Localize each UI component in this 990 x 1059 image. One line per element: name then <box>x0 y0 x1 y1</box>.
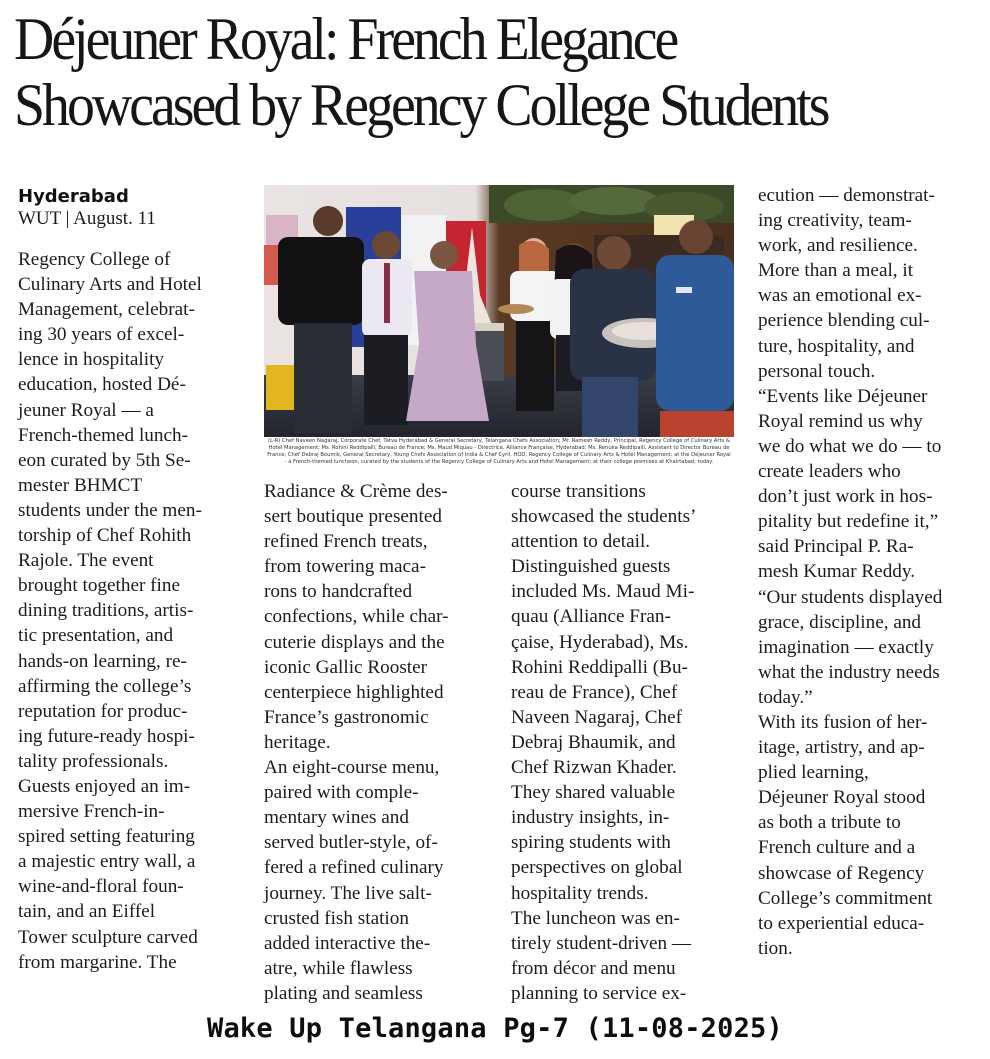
article-text-line: served butler-style, of- <box>264 832 438 854</box>
article-text-line: refined French treats, <box>264 531 428 553</box>
article-text-line: imagination — exactly <box>758 636 934 658</box>
article-text-line: ing future-ready hospi- <box>18 725 195 747</box>
article-text-line: Déjeuner Royal stood <box>758 787 926 809</box>
article-text-line: Guests enjoyed an im- <box>18 775 191 797</box>
column-text <box>758 183 990 961</box>
article-text-line: Regency College of <box>18 249 171 270</box>
article-column-4 <box>758 183 990 961</box>
article-text-line: Distinguished guests <box>511 556 671 578</box>
article-text-line: grace, discipline, and <box>758 611 922 633</box>
article-text-line: industry insights, in- <box>511 807 670 829</box>
article-text-line: reau de France), Chef <box>511 681 678 703</box>
article-text-line: spired setting featuring <box>18 826 195 848</box>
article-text-line: tality professionals. <box>18 750 169 772</box>
article-text-line: personal touch. <box>758 360 876 382</box>
article-text-line: as both a tribute to <box>758 812 901 834</box>
article-photo <box>264 185 734 437</box>
article-text-line: planning to service ex- <box>511 982 687 1004</box>
article-text-line: iconic Gallic Rooster <box>264 656 428 678</box>
column-text <box>511 479 751 1006</box>
article-text-line: said Principal P. Ra- <box>758 536 914 558</box>
photo-caption: (L-R) Chef Naveen Nagaraj, Corporate Chef, Tatva Hyderabad & General Secretary, Telangana Chefs Association; Mr. Ramesh Reddy, Principal, Regency College of Culinary Arts & Hotel Management; Ms. Rohini Reddipalli, Bureau de France; Ms. Maud Miquau - Directrice, Alliance Française, Hyderabad; Ms. Renuka Reddipalli, Assistant to Director Bureau de France; Chef Debraj Boumik, General Secretary, Young Chefs Association of India & Chef Cyril, HOD, Regency College of Culinary Arts & Hotel Management; at the Déjeuner Royal - a French-themed luncheon, curated by the students of the Regency College of Culinary Arts and Hotel Management; at their college premises at Khairtabad; today. <box>267 438 731 465</box>
article-text-line: tic presentation, and <box>18 625 174 647</box>
headline <box>14 6 916 138</box>
headline-line-2: Showcased by Regency College Students <box>14 72 828 138</box>
article-text-line: crusted fish station <box>264 907 409 929</box>
article-text-line: The luncheon was en- <box>511 907 680 929</box>
article-text-line: perspectives on global <box>511 857 683 879</box>
article-text-line: “Events like Déjeuner <box>758 385 928 407</box>
article-text-line: itage, artistry, and ap- <box>758 737 925 759</box>
article-text-line: course transitions <box>511 481 646 502</box>
article-text-line: today.” <box>758 686 813 708</box>
article-text-line: “Our students displayed <box>758 586 943 608</box>
article-text-line: confections, while char- <box>264 606 449 628</box>
article-text-line: showcase of Regency <box>758 862 925 884</box>
article-text-line: mester BHMCT <box>18 474 143 496</box>
article-text-line: Debraj Bhaumik, and <box>511 731 676 753</box>
article-text-line: Rajole. The event <box>18 550 154 572</box>
publication-footer: Wake Up Telangana Pg-7 (11-08-2025) <box>207 1013 783 1044</box>
article-text-line: mesh Kumar Reddy. <box>758 561 916 583</box>
dateline-city: Hyderabad <box>18 186 129 207</box>
article-text-line: cuterie displays and the <box>264 631 445 653</box>
article-text-line: was an emotional ex- <box>758 285 922 307</box>
article-text-line: Radiance & Crème des- <box>264 481 448 502</box>
article-text-line: lence in hospitality <box>18 349 165 371</box>
article-text-line: They shared valuable <box>511 782 676 804</box>
article-text-line: Royal remind us why <box>758 410 923 432</box>
article-text-line: don’t just work in hos- <box>758 486 933 508</box>
article-column-2 <box>264 479 504 1006</box>
article-text-line: atre, while flawless <box>264 957 413 979</box>
column-text <box>264 479 504 1006</box>
article-text-line: perience blending cul- <box>758 310 930 332</box>
article-text-line: create leaders who <box>758 461 901 483</box>
article-text-line: çaise, Hyderabad), Ms. <box>511 631 689 653</box>
article-text-line: jeuner Royal — a <box>18 399 154 421</box>
article-text-line: An eight-course menu, <box>264 757 440 779</box>
article-text-line: brought together fine <box>18 575 180 597</box>
article-column-3 <box>511 479 751 1006</box>
article-text-line: students under the men- <box>18 499 202 521</box>
article-text-line: tain, and an Eiffel <box>18 901 156 923</box>
article-text-line: mentary wines and <box>264 807 409 829</box>
article-text-line: added interactive the- <box>264 932 431 954</box>
article-text-line: plating and seamless <box>264 982 423 1004</box>
article-text-line: wine-and-floral foun- <box>18 876 184 898</box>
article-text-line: tirely student-driven — <box>511 932 692 954</box>
article-text-line: More than a meal, it <box>758 260 914 282</box>
article-text-line: Management, celebrat- <box>18 299 195 321</box>
article-text-line: French culture and a <box>758 837 916 859</box>
article-text-line: torship of Chef Rohith <box>18 525 192 547</box>
article-text-line: ture, hospitality, and <box>758 335 915 357</box>
article-text-line: included Ms. Maud Mi- <box>511 581 695 603</box>
article-text-line: centerpiece highlighted <box>264 681 444 703</box>
article-text-line: what the industry needs <box>758 661 940 683</box>
article-text-line: education, hosted Dé- <box>18 374 186 396</box>
article-text-line: French-themed lunch- <box>18 424 188 446</box>
article-text-line: quau (Alliance Fran- <box>511 606 671 628</box>
article-text-line: a majestic entry wall, a <box>18 851 196 873</box>
article-text-line: mersive French-in- <box>18 801 165 823</box>
article-text-line: to experiential educa- <box>758 912 925 934</box>
article-text-line: ing 30 years of excel- <box>18 324 185 346</box>
article-text-line: we do what we do — to <box>758 435 942 457</box>
article-text-line: tion. <box>758 937 793 959</box>
article-text-line: from margarine. The <box>18 951 177 973</box>
article-text-line: hospitality trends. <box>511 882 649 904</box>
group-photo-image <box>264 185 734 437</box>
article-text-line: reputation for produc- <box>18 700 188 722</box>
dateline <box>18 186 258 230</box>
article-text-line: Naveen Nagaraj, Chef <box>511 706 683 728</box>
article-text-line: attention to detail. <box>511 531 651 553</box>
dateline-meta: WUT | August. 11 <box>18 208 156 229</box>
article-text-line: France’s gastronomic <box>264 706 429 728</box>
article-text-line: Culinary Arts and Hotel <box>18 274 202 296</box>
column-text <box>18 247 258 975</box>
article-text-line: from towering maca- <box>264 556 426 578</box>
article-text-line: eon curated by 5th Se- <box>18 449 191 471</box>
article-text-line: spiring students with <box>511 832 671 854</box>
article-text-line: With its fusion of her- <box>758 711 928 733</box>
article-column-1 <box>18 186 258 975</box>
article-text-line: showcased the students’ <box>511 506 697 528</box>
article-text-line: plied learning, <box>758 762 869 784</box>
article-text-line: ecution — demonstrat- <box>758 185 935 206</box>
article-text-line: pitality but redefine it,” <box>758 511 939 533</box>
headline-line-1: Déjeuner Royal: French Elegance <box>14 6 677 72</box>
article-text-line: sert boutique presented <box>264 506 442 528</box>
article-text-line: dining traditions, artis- <box>18 600 194 622</box>
article-text-line: ing creativity, team- <box>758 210 912 232</box>
article-text-line: from décor and menu <box>511 957 676 979</box>
article-text-line: Chef Rizwan Khader. <box>511 757 677 779</box>
article-text-line: affirming the college’s <box>18 675 192 697</box>
article-text-line: Tower sculpture carved <box>18 926 198 948</box>
article-text-line: fered a refined culinary <box>264 857 444 879</box>
article-text-line: Rohini Reddipalli (Bu- <box>511 656 688 678</box>
article-text-line: hands-on learning, re- <box>18 650 187 672</box>
article-text-line: College’s commitment <box>758 887 933 909</box>
article-text-line: rons to handcrafted <box>264 581 413 603</box>
article-text-line: heritage. <box>264 731 331 753</box>
article-text-line: work, and resilience. <box>758 235 918 257</box>
article-text-line: paired with comple- <box>264 782 419 804</box>
article-text-line: journey. The live salt- <box>264 882 432 904</box>
